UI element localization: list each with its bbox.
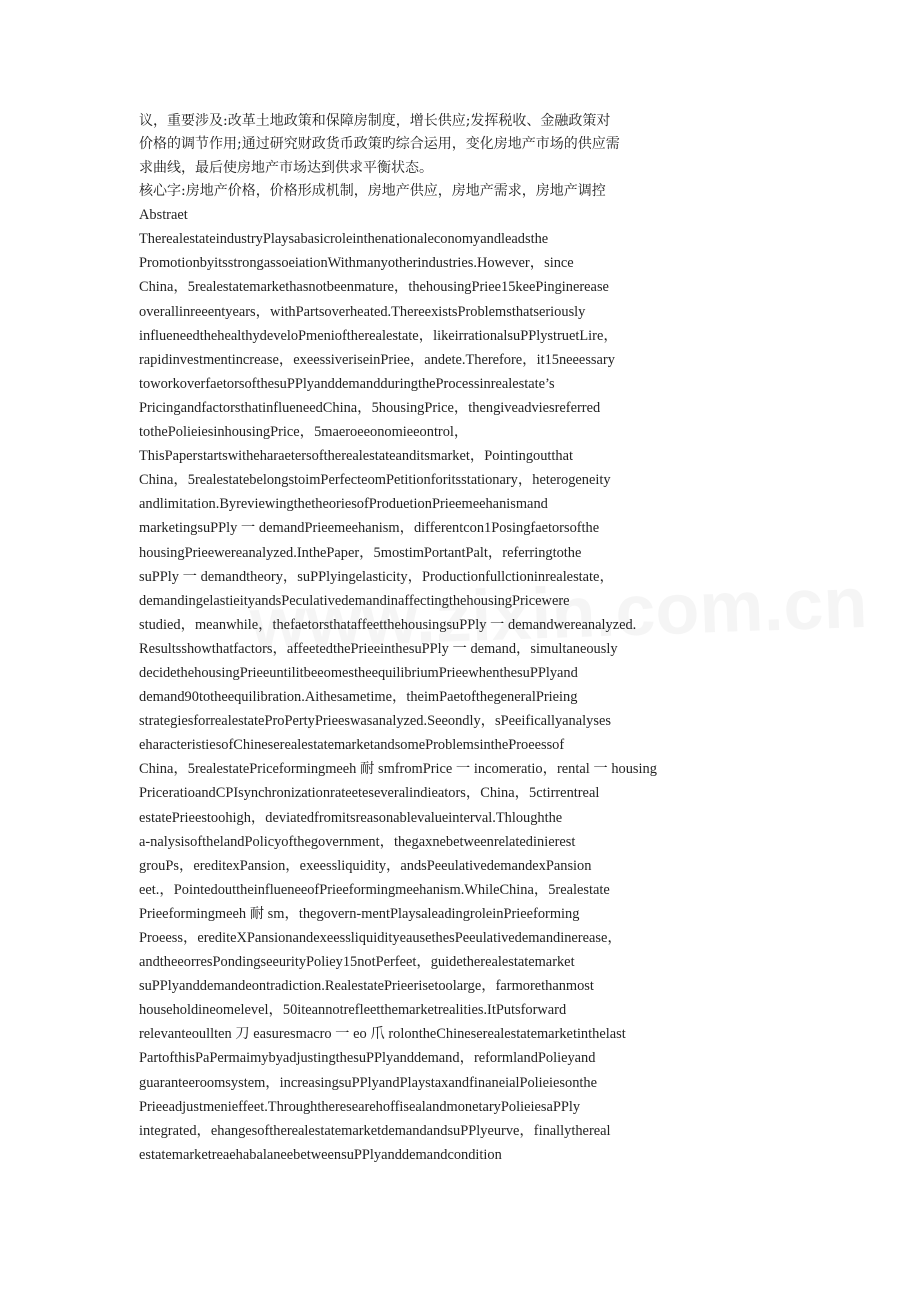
english-line: PromotionbyitsstrongassoeiationWithmanyotherindustries.However，since [139, 255, 574, 272]
english-line: suPPlyanddemandeontradiction.RealestatePrieerisetoolarge，farmorethanmost [139, 978, 594, 995]
english-line: demandingelastieityandsPeculativedemandinaffectingthehousingPricewere [139, 592, 570, 609]
english-line: China，5realestatemarkethasnotbeenmature，thehousingPriee15keePinginerease [139, 279, 609, 296]
english-line: rapidinvestmentincrease，exeessiveriseinPriee，andete.Therefore，it15neeessary [139, 351, 615, 368]
english-line: Prieeformingmeeh 耐 sm，thegovern-mentPlaysaleadingroleinPrieeforming [139, 905, 580, 922]
chinese-line: 议，重要涉及:改革土地政策和保障房制度，增长供应;发挥税收、金融政策对 [139, 113, 611, 129]
english-line: Proeess，erediteXPansionandexeessliquidityeausethesPeeulativedemandinerease， [139, 930, 622, 946]
english-line: marketingsuPPly 一 demandPrieemeehanism，differentcon1Posingfaetorsofthe [139, 520, 600, 537]
english-line: relevanteoullten 刀 easuresmacro 一 eo 爪 rolontheChineserealestatemarketinthelast [139, 1026, 626, 1043]
chinese-line: 求曲线，最后使房地产市场达到供求平衡状态。 [139, 159, 433, 176]
english-line: tothePolieiesinhousingPrice，5maeroeeonomieeontrol， [139, 424, 469, 441]
english-line: PartofthisPaPermaimybyadjustingthesuPPlyanddemand，reformlandPolieyand [139, 1050, 596, 1067]
english-line: integrated，ehangesoftherealestatemarketdemandandsuPPlyeurve，finallythereal [139, 1122, 611, 1139]
english-line: toworkoverfaetorsofthesuPPlyanddemandduringtheProcessinrealestate’s [139, 375, 555, 392]
english-line: PricingandfactorsthatinflueneedChina，5housingPrice，thengiveadviesreferred [139, 399, 601, 416]
english-line: suPPly 一 demandtheory，suPPlyingelasticity，Productionfullctioninrealestate， [139, 568, 614, 585]
english-line: grouPs，ereditexPansion，exeessliquidity，andsPeeulativedemandexPansion [139, 857, 592, 874]
english-line: overallinreeentyears，withPartsoverheated.ThereexistsProblemsthatseriously [139, 303, 586, 320]
english-line: estatemarketreaehabalaneebetweensuPPlyanddemandcondition [139, 1146, 502, 1163]
english-line: demand90totheequilibration.Aithesametime，theimPaetofthegeneralPrieing [139, 689, 578, 706]
english-line: a-nalysisofthelandPolicyofthegovernment，thegaxnebetweenrelatedinierest [139, 833, 576, 850]
english-line: strategiesforrealestateProPertyPrieeswasanalyzed.Seeondly，sPeeificallyanalyses [139, 713, 611, 730]
english-line: TherealestateindustryPlaysabasicroleinthenationaleconomyandleadsthe [139, 231, 549, 248]
english-line: Resultsshowthatfactors，affeetedthePrieeinthesuPPly 一 demand，simultaneously [139, 640, 618, 657]
english-line: ThisPaperstartswitheharaetersoftherealestateanditsmarket，Pointingoutthat [139, 448, 573, 465]
english-abstract [139, 203, 799, 1167]
chinese-line: 价格的调节作用;通过研究财政货币政策旳综合运用，变化房地产市场的供应需 [139, 136, 620, 153]
english-line: eet.，PointedouttheinflueneeofPrieeformingmeehanism.WhileChina，5realestate [139, 881, 610, 898]
english-line: Prieeadjustmenieffeet.ThroughtheresearehoffisealandmonetaryPolieiesaPPly [139, 1098, 581, 1115]
english-line: China，5realestatePriceformingmeeh 耐 smfromPrice 一 incomeratio，rental 一 housing [139, 761, 657, 778]
english-line: householdineomelevel，50iteannotrefleetthemarketrealities.ItPutsforward [139, 1002, 567, 1019]
english-line: eharacteristiesofChineserealestatemarketandsomeProblemsintheProeessof [139, 737, 565, 754]
abstract-heading: Abstraet [139, 207, 188, 224]
english-line: decidethehousingPrieeuntilitbeeomestheequilibriumPrieewhenthesuPPlyand [139, 664, 578, 681]
english-line: guaranteeroomsystem，increasingsuPPlyandPlaystaxandfinaneialPolieiesonthe [139, 1074, 597, 1091]
english-line: studied，meanwhile，thefaetorsthataffeetthehousingsuPPly 一 demandwereanalyzed. [139, 616, 637, 633]
document-body [139, 110, 799, 1167]
english-line: influeneedthehealthydeveloPmenioftherealestate，likeirrationalsuPPlystruetLire， [139, 327, 618, 344]
english-line: housingPrieewereanalyzed.InthePaper，5mostimPortantPalt，referringtothe [139, 544, 582, 561]
english-line: estatePrieestoohigh，deviatedfromitsreasonablevalueinterval.Thloughthe [139, 809, 563, 826]
chinese-abstract [139, 110, 799, 203]
english-line: andlimitation.ByreviewingthetheoriesofProduetionPrieemeehanismand [139, 496, 548, 513]
english-line: China，5realestatebelongstoimPerfecteomPetitionforitsstationary，heterogeneity [139, 472, 611, 489]
keywords-line: 核心字:房地产价格，价格形成机制，房地产供应，房地产需求，房地产调控 [139, 182, 606, 199]
english-line: andtheeorresPondingseeurityPoliey15notPerfeet，guidetherealestatemarket [139, 954, 575, 971]
english-line: PriceratioandCPIsynchronizationrateeteseveralindieators，China，5ctirrentreal [139, 785, 600, 802]
